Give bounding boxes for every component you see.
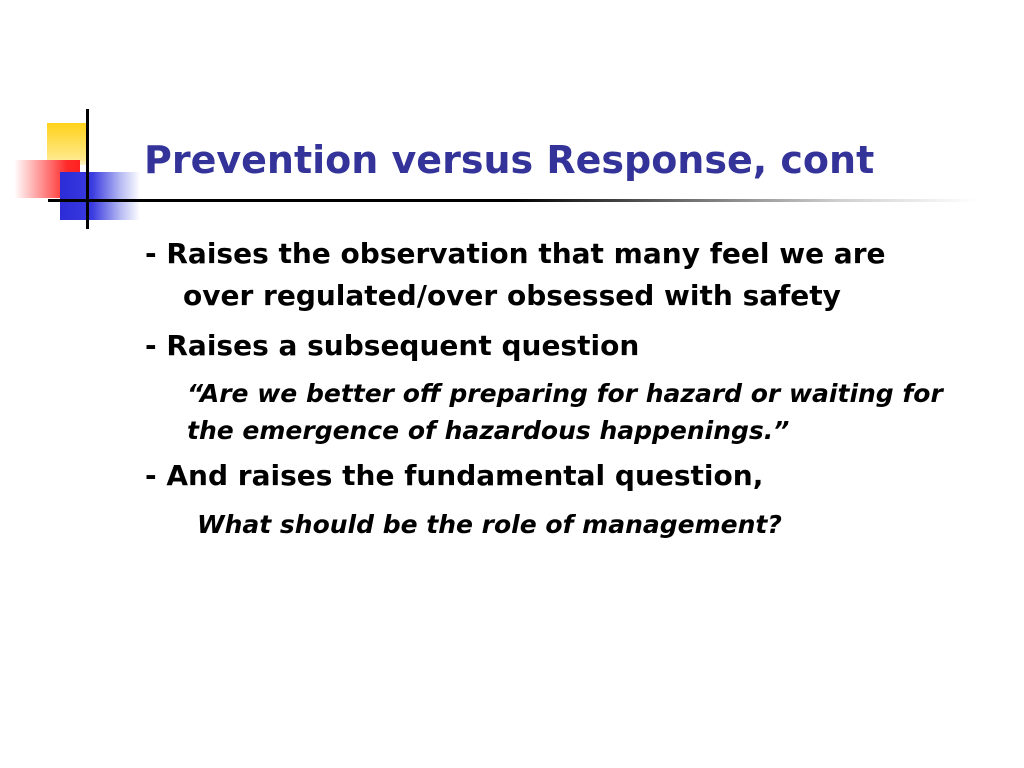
slide-title: Prevention versus Response, cont <box>144 138 875 182</box>
bullet-observation: - Raises the observation that many feel we are over regulated/over obsessed with safety <box>145 237 886 312</box>
title-underline <box>48 199 978 202</box>
blue-square-shape <box>60 172 140 220</box>
slide-body <box>145 233 955 545</box>
yellow-square-shape <box>47 123 89 165</box>
bullet-fundamental-question: - And raises the fundamental question, <box>145 459 764 492</box>
management-question: What should be the role of management? <box>197 510 782 539</box>
vertical-rule <box>86 109 89 229</box>
bullet-subsequent-question: - Raises a subsequent question <box>145 329 640 362</box>
quoted-question: “Are we better off preparing for hazard or waiting for the emergence of hazardous happenings.” <box>187 379 943 445</box>
slide-logo-icon <box>0 0 150 240</box>
